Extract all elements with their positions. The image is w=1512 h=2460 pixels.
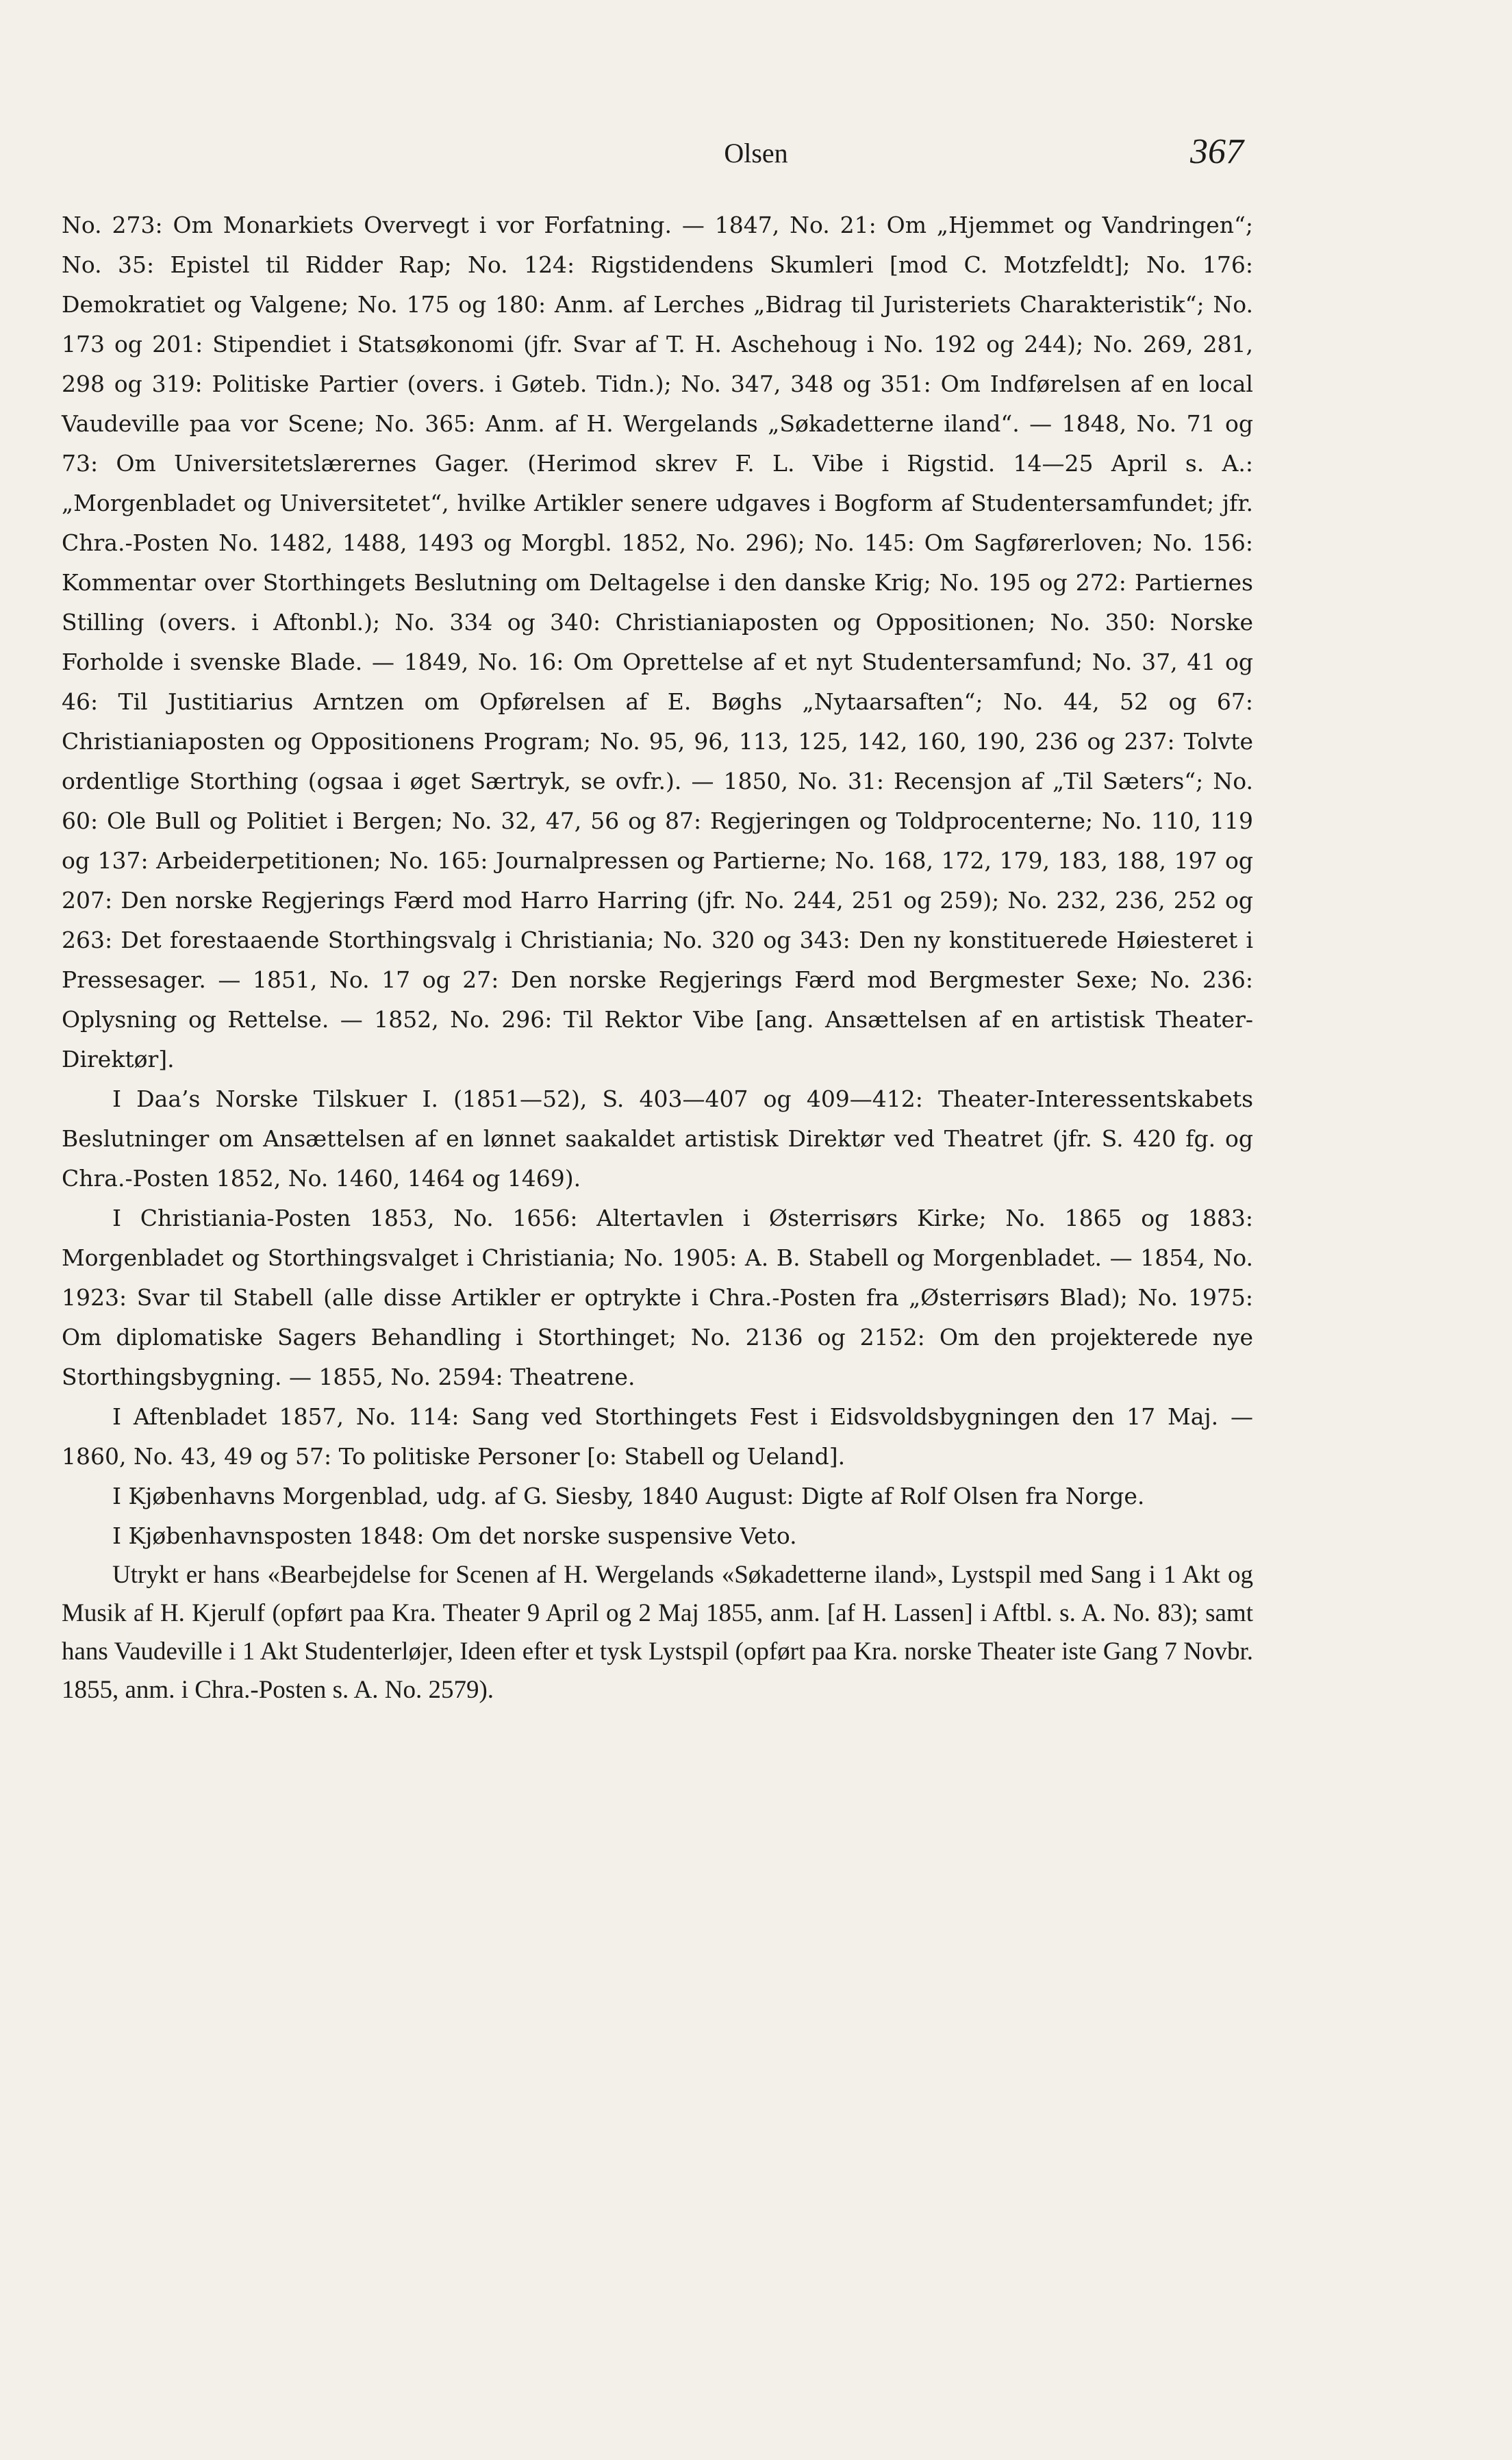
unpublished-works-note: Utrykt er hans «Bearbejdelse for Scenen af H. Wergelands «Søkadetterne iland», Lystspil med Sang i 1 Akt og Musik af H. Kjerulf (opført paa Kra. Theater 9 April og 2 Maj 1855, anm. [af H. Lassen] i Aftbl. s. A. No. 83); samt hans Vaudeville i 1 Akt Studenterløjer, Ideen efter et tysk Lystspil (opført paa Kra. norske Theater iste Gang 7 Novbr. 1855, anm. i Chra.-Posten s. A. No. 2579). [62, 1561, 1253, 1704]
bibliography-entry-christiania-posten: I Christiania-Posten 1853, No. 1656: Altertavlen i Østerrisørs Kirke; No. 1865 og 1883: Morgenbladet og Storthingsvalget i Christiania; No. 1905: A. B. Stabell og Morgenbladet. — 1854, No. 1923: Svar til Stabell (alle disse Artikler er optrykte i Chra.-Posten fra „Østerrisørs Blad); No. 1975: Om diplomatiske Sagers Behandling i Storthinget; No. 2136 og 2152: Om den projekterede nye Storthingsbygning. — 1855, No. 2594: Theatrene. [62, 1205, 1253, 1390]
bibliography-paragraph-main: No. 273: Om Monarkiets Overvegt i vor Forfatning. — 1847, No. 21: Om „Hjemmet og Vandringen“; No. 35: Epistel til Ridder Rap; No. 124: Rigstidendens Skumleri [mod C. Motzfeldt]; No. 176: Demokratiet og Valgene; No. 175 og 180: Anm. af Lerches „Bidrag til Juristeriets Charakteristik“; No. 173 og 201: Stipendiet i Statsøkonomi (jfr. Svar af T. H. Aschehoug i No. 192 og 244); No. 269, 281, 298 og 319: Politiske Partier (overs. i Gøteb. Tidn.); No. 347, 348 og 351: Om Indførelsen af en local Vaudeville paa vor Scene; No. 365: Anm. af H. Wergelands „Søkadetterne iland“. — 1848, No. 71 og 73: Om Universitetslærernes Gager. (Herimod skrev F. L. Vibe i Rigstid. 14—25 April s. A.: „Morgenbladet og Universitetet“, hvilke Artikler senere udgaves i Bogform af Studentersamfundet; jfr. Chra.-Posten No. 1482, 1488, 1493 og Morgbl. 1852, No. 296); No. 145: Om Sagførerloven; No. 156: Kommentar over Storthingets Beslutning om Deltagelse i den danske Krig; No. 195 og 272: Partiernes Stilling (overs. i Aftonbl.); No. 334 og 340: Christianiaposten og Oppositionen; No. 350: Norske Forholde i svenske Blade. — 1849, No. 16: Om Oprettelse af et nyt Studentersamfund; No. 37, 41 og 46: Til Justitiarius Arntzen om Opførelsen af E. Bøghs „Nytaarsaften“; No. 44, 52 og 67: Christianiaposten og Oppositionens Program; No. 95, 96, 113, 125, 142, 160, 190, 236 og 237: Tolvte ordentlige Storthing (ogsaa i øget Særtryk, se ovfr.). — 1850, No. 31: Recensjon af „Til Sæters“; No. 60: Ole Bull og Politiet i Bergen; No. 32, 47, 56 og 87: Regjeringen og Toldprocenterne; No. 110, 119 og 137: Arbeiderpetitionen; No. 165: Journalpressen og Partierne; No. 168, 172, 179, 183, 188, 197 og 207: Den norske Regjerings Færd mod Harro Harring (jfr. No. 244, 251 og 259); No. 232, 236, 252 og 263: Det forestaaende Storthingsvalg i Christiania; No. 320 og 343: Den ny konstituerede Høiesteret i Pressesager. — 1851, No. 17 og 27: Den norske Regjerings Færd mod Bergmester Sexe; No. 236: Oplysning og Rettelse. — 1852, No. 296: Til Rektor Vibe [ang. Ansættelsen af en artistisk Theater-Direktør]. [62, 212, 1253, 1072]
page-number: 367 [1190, 132, 1244, 171]
body-text [62, 205, 1253, 1709]
bibliography-entry-aftenbladet: I Aftenbladet 1857, No. 114: Sang ved Storthingets Fest i Eidsvoldsbygningen den 17 Maj. — 1860, No. 43, 49 og 57: To politiske Personer [o: Stabell og Ueland]. [62, 1403, 1253, 1470]
bibliography-entry-kjobenhavnsposten: I Kjøbenhavnsposten 1848: Om det norske suspensive Veto. [112, 1522, 797, 1549]
bibliography-entry-kjobenhavns-morgenblad: I Kjøbenhavns Morgenblad, udg. af G. Siesby, 1840 August: Digte af Rolf Olsen fra Norge. [112, 1483, 1145, 1509]
bibliography-entry-norske-tilskuer: I Daa’s Norske Tilskuer I. (1851—52), S. 403—407 og 409—412: Theater-Interessentskabets Beslutninger om Ansættelsen af en lønnet saakaldet artistisk Direktør ved Theatret (jfr. S. 420 fg. og Chra.-Posten 1852, No. 1460, 1464 og 1469). [62, 1085, 1253, 1192]
running-title: Olsen [724, 138, 788, 168]
